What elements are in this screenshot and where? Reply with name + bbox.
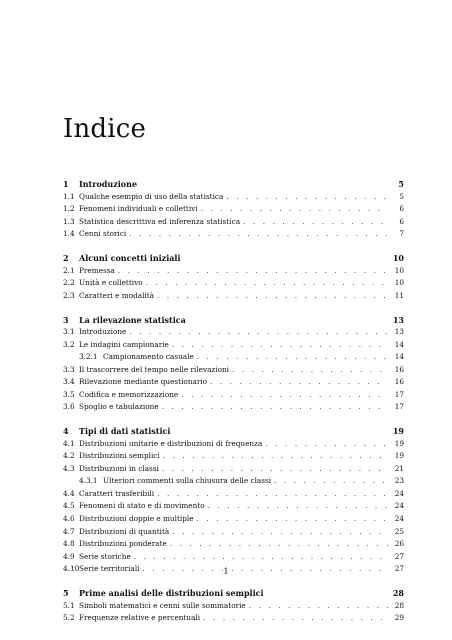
toc-entry-label: Simboli matematici e cenni sulle sommatorie [79,600,246,610]
toc-entry-label: Introduzione [79,179,138,189]
toc-entry-label: Statistica descrittiva ed inferenza statistica [79,216,241,226]
toc-entry-number: 4.9 [63,551,75,561]
toc-entry-page: 7 [399,229,404,239]
toc-entry-number: 4.6 [63,514,75,524]
toc-entry-page: 24 [394,514,404,524]
toc-entry-label: Fenomeni individuali e collettivi [79,204,198,214]
toc-entry-page: 10 [392,253,404,264]
toc-entry-label: Distribuzioni ponderate [79,539,167,549]
toc-entry-number: 3.2.1 [79,352,98,362]
toc-entry-number: 2.3 [63,290,75,300]
toc-entry-page: 28 [392,588,404,599]
toc-leader-dots [201,203,388,216]
page-number-footer: 1 [223,567,229,576]
toc-leader-dots [163,450,388,463]
toc-entry-label: Rilevazione mediante questionario [79,377,208,387]
toc-entry-page: 10 [394,278,404,288]
toc-entry-page: 14 [394,352,404,362]
toc-entry-page: 17 [394,402,404,412]
toc-entry-label: Serie storiche [79,551,131,561]
toc-section-entry[interactable] [63,526,404,539]
toc-entry-label: Serie territoriali [79,564,140,574]
toc-entry-label: Cenni storici [79,229,127,239]
toc-entry-page: 27 [394,551,404,561]
toc-entry-number: 5.2 [63,613,75,623]
toc-entry-label: Alcuni concetti iniziali [79,253,181,264]
toc-entry-number: 3 [63,314,69,325]
toc-entry-page: 26 [394,539,404,549]
toc-entry-label: Distribuzioni doppie e multiple [79,514,194,524]
toc-section-entry[interactable] [63,351,404,364]
toc-entry-number: 3.6 [63,402,75,412]
toc-entry-number: 4 [63,426,69,437]
toc-entry-number: 1.3 [63,216,75,226]
toc-entry-page: 16 [394,377,404,387]
toc-section-entry[interactable] [63,538,404,551]
toc-section-entry[interactable] [63,463,404,476]
toc-leader-dots [274,475,388,488]
toc-section-entry[interactable] [63,339,404,352]
toc-entry-label: Caratteri trasferibili [79,488,155,498]
toc-leader-dots [129,326,388,339]
toc-section-entry[interactable] [63,376,404,389]
toc-entry-number: 4.2 [63,451,75,461]
toc-section-entry[interactable] [63,475,404,488]
toc-entry-label: Fenomeni di stato e di movimento [79,501,205,511]
toc-section-entry[interactable] [63,488,404,501]
toc-entry-page: 29 [394,613,404,623]
toc-entry-number: 4.5 [63,501,75,511]
toc-entry-number: 1.2 [63,204,75,214]
toc-section-entry[interactable] [63,191,404,204]
toc-entry-label: Campionamento casuale [103,352,194,362]
toc-entry-page: 21 [394,463,404,473]
toc-leader-dots [265,438,388,451]
toc-entry-number: 3.5 [63,389,75,399]
toc-section-entry[interactable] [63,450,404,463]
toc-entry-page: 24 [394,501,404,511]
toc-leader-dots [118,265,388,278]
toc-leader-dots [226,191,388,204]
toc-entry-number: 2 [63,253,69,264]
toc-entry-label: Distribuzioni unitarie e distribuzioni di frequenza [79,438,263,448]
toc-leader-dots [162,463,388,476]
toc-entry-page: 6 [399,216,404,226]
toc-entry-label: Distribuzioni in classi [79,463,159,473]
toc-entry-page: 16 [394,364,404,374]
toc-section-entry[interactable] [63,401,404,414]
toc-entry-number: 2.1 [63,265,75,275]
toc-entry-number: 1.4 [63,229,75,239]
toc-leader-dots [129,228,388,241]
toc-entry-number: 4.8 [63,539,75,549]
toc-entry-label: Unità e collettivo [79,278,143,288]
toc-leader-dots [249,600,388,613]
toc-leader-dots [157,488,388,501]
toc-entry-label: Spoglio e tabulazione [79,402,159,412]
toc-leader-dots [172,339,388,352]
toc-entry-number: 5 [63,588,69,599]
toc-entry-number: 2.2 [63,278,75,288]
toc-entry-page: 19 [394,451,404,461]
toc-chapter-entry[interactable] [63,587,404,600]
toc-leader-dots [157,290,388,303]
toc-entry-label: Premessa [79,265,115,275]
toc-section-entry[interactable] [63,612,404,625]
toc-leader-dots [197,351,388,364]
toc-entry-number: 1 [63,179,69,189]
toc-entry-label: Prime analisi delle distribuzioni semplici [79,588,264,599]
toc-entry-label: Ulteriori commenti sulla chiusura delle classi [103,476,272,486]
toc-leader-dots [197,513,388,526]
toc-entry-page: 13 [392,314,404,325]
toc-entry-number: 4.4 [63,488,75,498]
toc-entry-label: Frequenze relative e percentuali [79,613,201,623]
toc-entry-number: 3.1 [63,327,75,337]
toc-entry-number: 3.3 [63,364,75,374]
toc-entry-label: Qualche esempio di uso della statistica [79,191,224,201]
toc-section-entry[interactable] [63,290,404,303]
toc-entry-label: Distribuzioni di quantità [79,526,170,536]
toc-entry-page: 28 [394,600,404,610]
toc-section-entry[interactable] [63,500,404,513]
table-of-contents [63,178,404,625]
toc-entry-page: 19 [392,426,404,437]
toc-leader-dots [134,551,388,564]
toc-section-entry[interactable] [63,551,404,564]
toc-entry-page: 25 [394,526,404,536]
toc-chapter-entry[interactable] [63,314,404,327]
toc-leader-dots [170,538,388,551]
page-title: Indice [63,114,147,144]
toc-section-entry[interactable] [63,216,404,229]
toc-leader-dots [181,389,388,402]
toc-leader-dots [203,612,388,625]
toc-leader-dots [172,526,388,539]
toc-entry-page: 17 [394,389,404,399]
toc-section-entry[interactable] [63,228,404,241]
toc-leader-dots [208,500,388,513]
toc-entry-page: 27 [394,564,404,574]
toc-entry-number: 4.7 [63,526,75,536]
toc-chapter-entry[interactable] [63,178,404,191]
toc-entry-page: 14 [394,339,404,349]
toc-section-entry[interactable] [63,600,404,613]
toc-entry-page: 24 [394,488,404,498]
toc-section-entry[interactable] [63,326,404,339]
toc-section-entry[interactable] [63,438,404,451]
toc-entry-label: La rilevazione statistica [79,314,186,325]
toc-leader-dots [146,277,388,290]
toc-entry-label: Tipi di dati statistici [79,426,171,437]
toc-entry-page: 19 [394,438,404,448]
toc-section-entry[interactable] [63,265,404,278]
toc-entry-number: 5.1 [63,600,75,610]
toc-entry-page: 10 [394,265,404,275]
toc-section-entry[interactable] [63,513,404,526]
toc-entry-page: 23 [394,476,404,486]
toc-entry-number: 4.3 [63,463,75,473]
toc-entry-page: 11 [394,290,404,300]
toc-entry-label: Il trascorrere del tempo nelle rilevazioni [79,364,230,374]
toc-leader-dots [162,401,388,414]
toc-entry-number: 4.3.1 [79,476,98,486]
toc-chapter-entry[interactable] [63,252,404,265]
toc-entry-label: Introduzione [79,327,127,337]
toc-section-entry[interactable] [63,277,404,290]
toc-leader-dots [210,376,388,389]
toc-entry-label: Caratteri e modalità [79,290,155,300]
toc-leader-dots [243,216,388,229]
toc-entry-number: 1.1 [63,191,75,201]
toc-entry-page: 5 [398,179,404,189]
toc-section-entry[interactable] [63,364,404,377]
toc-entry-number: 4.1 [63,438,75,448]
toc-section-entry[interactable] [63,389,404,402]
toc-entry-number: 4.10 [63,564,80,574]
toc-section-entry[interactable] [63,203,404,216]
toc-entry-page: 5 [399,191,404,201]
toc-entry-page: 6 [399,204,404,214]
toc-entry-label: Distribuzioni semplici [79,451,160,461]
toc-entry-number: 3.2 [63,339,75,349]
toc-entry-number: 3.4 [63,377,75,387]
toc-entry-label: Le indagini campionarie [79,339,169,349]
toc-chapter-entry[interactable] [63,425,404,438]
toc-entry-label: Codifica e memorizzazione [79,389,179,399]
toc-leader-dots [232,364,388,377]
toc-entry-page: 13 [394,327,404,337]
